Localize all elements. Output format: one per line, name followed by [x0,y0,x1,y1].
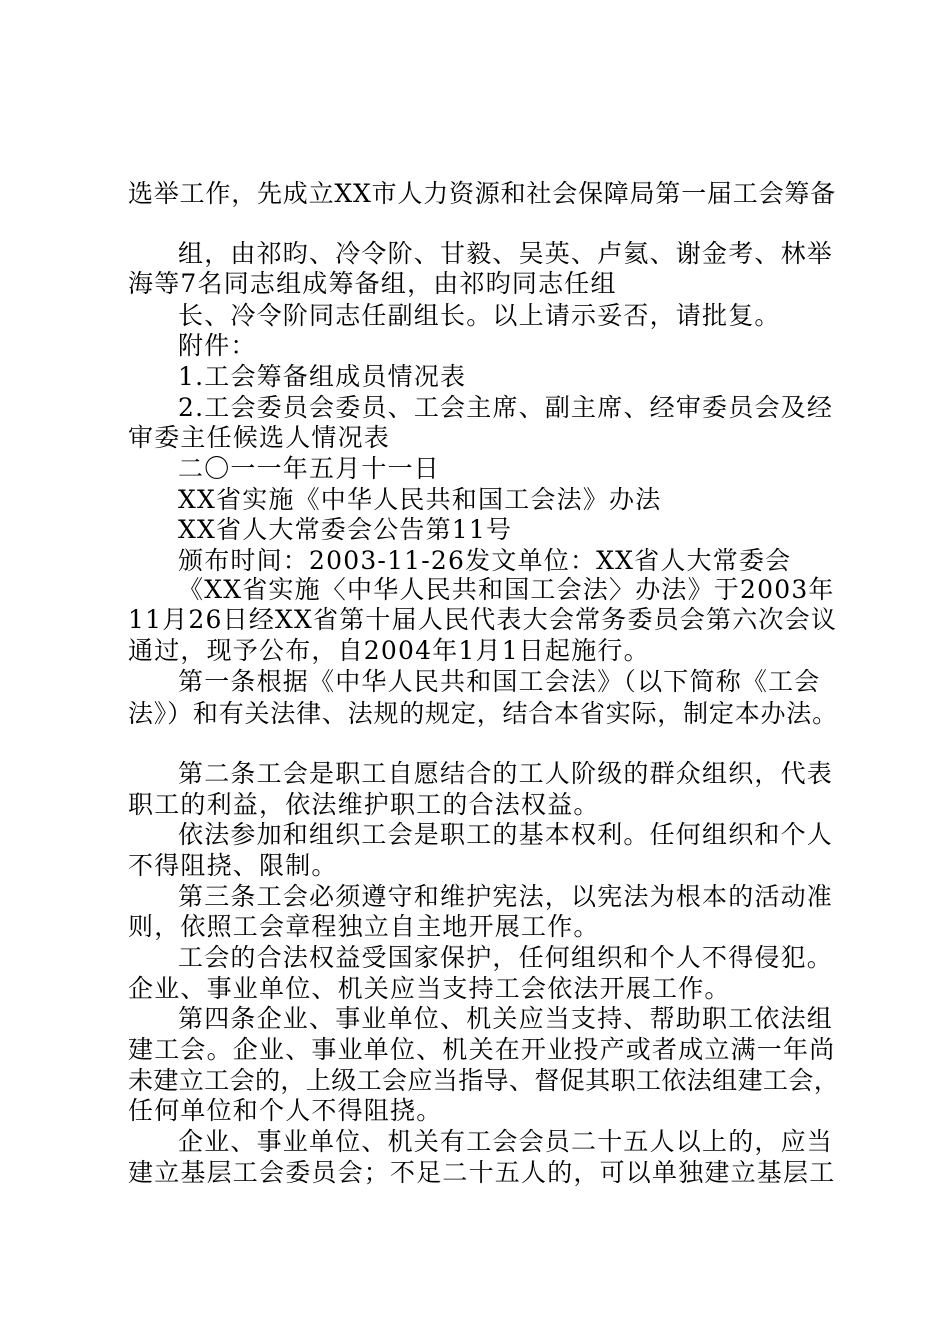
text-line: 二〇一一年五月十一日 [178,454,441,483]
text-line: 未建立工会的，上级工会应当指导、督促其职工依法组建工会， [128,1066,840,1095]
text-line: 任何单位和个人不得阻挠。 [128,1096,443,1125]
text-line: 第一条根据《中华人民共和国工会法》（以下简称《工会 [178,667,821,696]
text-line: 工会的合法权益受国家保护，任何组织和个人不得侵犯。 [178,943,834,972]
text-line: 《XX省实施〈中华人民共和国工会法〉办法》于2003年 [178,575,835,604]
text-line: 则，依照工会章程独立自主地开展工作。 [128,912,600,941]
text-line: XX省实施《中华人民共和国工会法》办法 [178,485,662,514]
text-line: 第二条工会是职工自愿结合的工人阶级的群众组织，代表 [178,759,834,788]
text-line: 2.工会委员会委员、工会主席、副主席、经审委员会及经 [178,393,834,422]
text-line: 1.工会筹备组成员情况表 [178,362,467,391]
text-line: 审委主任候选人情况表 [128,423,391,452]
text-line: 附件： [178,331,257,360]
text-line: 企业、事业单位、机关有工会会员二十五人以上的，应当 [178,1127,834,1156]
text-line: 海等7名同志组成筹备组，由祁昀同志任组 [128,269,617,298]
text-line: 11月26日经XX省第十届人民代表大会常务委员会第六次会议 [128,605,838,634]
text-line: 组，由祁昀、冷令阶、甘毅、吴英、卢氦、谢金考、林举 [178,239,834,268]
text-line: 职工的利益，依法维护职工的合法权益。 [128,790,600,819]
text-line: 法》）和有关法律、法规的规定，结合本省实际，制定本办法。 [128,699,838,728]
text-line: 第四条企业、事业单位、机关应当支持、帮助职工依法组 [178,1004,834,1033]
text-line: XX省人大常委会公告第11号 [178,515,513,544]
text-line: 通过，现予公布，自2004年1月1日起施行。 [128,636,650,665]
text-line: 选举工作，先成立XX市人力资源和社会保障局第一届工会筹备 [128,179,836,208]
text-line: 建立基层工会委员会；不足二十五人的，可以单独建立基层工 [128,1158,836,1187]
text-line: 依法参加和组织工会是职工的基本权利。任何组织和个人 [178,820,834,849]
text-line: 企业、事业单位、机关应当支持工会依法开展工作。 [128,974,731,1003]
text-line: 不得阻挠、限制。 [128,851,338,880]
text-line: 颁布时间：2003-11-26发文单位：XX省人大常委会 [178,546,792,575]
text-line: 第三条工会必须遵守和维护宪法，以宪法为根本的活动准 [178,882,834,911]
text-line: 长、冷令阶同志任副组长。以上请示妥否，请批复。 [178,301,781,330]
text-line: 建工会。企业、事业单位、机关在开业投产或者成立满一年尚 [128,1035,836,1064]
